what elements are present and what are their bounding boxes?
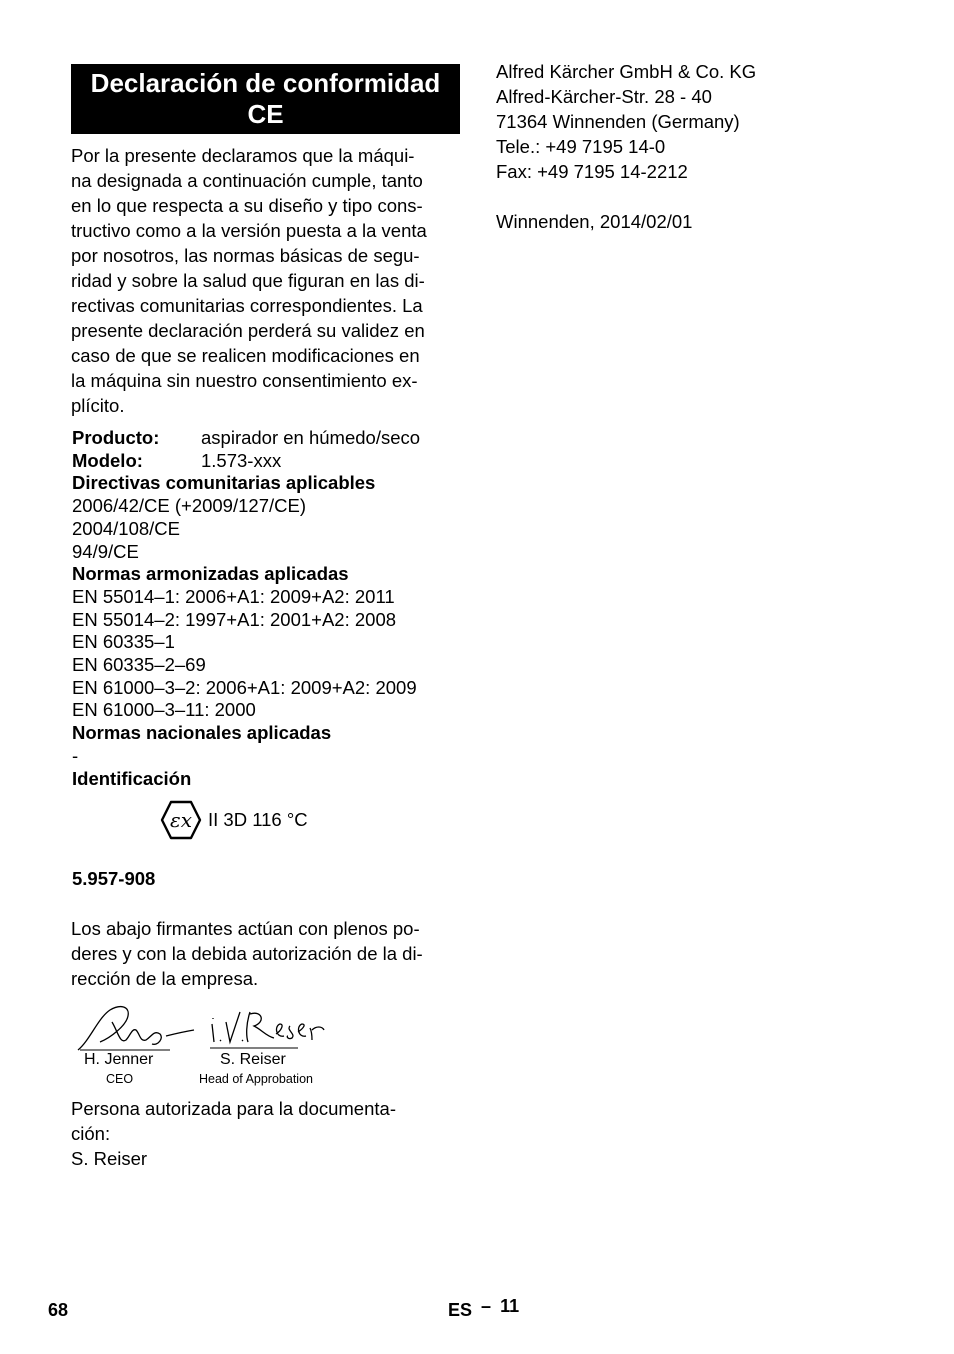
signer-name: H. Jenner (84, 1051, 154, 1068)
section-page-number: 11 (500, 1296, 520, 1316)
harmonized-item: EN 55014–2: 1997+A1: 2001+A2: 2008 (72, 608, 397, 630)
authorized-line: ción: (71, 1123, 111, 1144)
address-line: Alfred-Kärcher-Str. 28 - 40 (496, 86, 712, 107)
national-value: - (72, 744, 79, 766)
intro-line: na designada a continuación cumple, tanto (71, 170, 423, 191)
intro-line: rectivas comunitarias correspondientes. La (71, 295, 423, 316)
company-address (496, 59, 916, 184)
place-and-date: Winnenden, 2014/02/01 (496, 211, 693, 232)
footer-dash: – (481, 1296, 492, 1316)
intro-line: caso de que se realicen modificaciones en (71, 345, 420, 366)
language-code: ES (448, 1300, 473, 1320)
authorized-name: S. Reiser (71, 1148, 148, 1169)
model-row (72, 450, 472, 473)
authorized-line: Persona autorizada para la documenta- (71, 1098, 396, 1119)
intro-line: ridad y sobre la salud que figuran en las di- (71, 270, 425, 291)
intro-line: Por la presente declaramos que la máqui- (71, 145, 415, 166)
product-row (72, 427, 472, 450)
model-value: 1.573-xxx (201, 449, 282, 471)
product-label: Producto: (72, 427, 160, 448)
signers-statement (71, 916, 463, 991)
ex-identification (160, 800, 308, 840)
intro-line: por nosotros, las normas básicas de segu- (71, 245, 420, 266)
intro-line: plícito. (71, 395, 125, 416)
intro-line: tructivo como a la versión puesta a la venta (71, 220, 427, 241)
ex-marking: II 3D 116 °C (208, 809, 308, 830)
title-line-1: Declaración de conformidad (90, 68, 441, 98)
national-heading: Normas nacionales aplicadas (72, 722, 332, 744)
harmonized-item: EN 55014–1: 2006+A1: 2009+A2: 2011 (72, 585, 395, 607)
page-number: 68 (48, 1300, 69, 1320)
address-line: Alfred Kärcher GmbH & Co. KG (496, 61, 757, 82)
harmonized-heading: Normas armonizadas aplicadas (72, 563, 349, 585)
intro-paragraph (71, 143, 463, 418)
page-title (71, 64, 460, 134)
directive-item: 2004/108/CE (72, 517, 181, 539)
signer-role: Head of Approbation (199, 1072, 313, 1086)
address-line: Tele.: +49 7195 14-0 (496, 136, 666, 157)
model-label: Modelo: (72, 449, 143, 471)
identification-heading: Identificación (72, 767, 192, 789)
statement-line: Los abajo firmantes actúan con plenos po- (71, 918, 420, 939)
footer-section (448, 1296, 520, 1321)
product-value: aspirador en húmedo/seco (201, 427, 421, 448)
product-specification (72, 427, 472, 790)
directives-heading: Directivas comunitarias aplicables (72, 472, 376, 494)
part-number: 5.957-908 (72, 868, 156, 889)
directive-item: 2006/42/CE (+2009/127/CE) (72, 495, 306, 517)
directive-item: 94/9/CE (72, 540, 139, 562)
ex-hexagon-icon (160, 800, 202, 840)
harmonized-item: EN 60335–2–69 (72, 654, 206, 676)
signer-name: S. Reiser (220, 1051, 286, 1068)
title-line-2: CE (247, 99, 284, 129)
authorized-person (71, 1096, 463, 1171)
address-line: 71364 Winnenden (Germany) (496, 111, 740, 132)
address-line: Fax: +49 7195 14-2212 (496, 161, 688, 182)
harmonized-item: EN 60335–1 (72, 631, 175, 653)
statement-line: deres y con la debida autorización de la di- (71, 943, 423, 964)
harmonized-item: EN 61000–3–2: 2006+A1: 2009+A2: 2009 (72, 676, 417, 698)
svg-text:εx: εx (169, 808, 193, 832)
intro-line: la máquina sin nuestro consentimiento ex- (71, 370, 418, 391)
harmonized-item: EN 61000–3–11: 2000 (72, 699, 256, 721)
intro-line: en lo que respecta a su diseño y tipo cons- (71, 195, 423, 216)
signer-role: CEO (106, 1072, 134, 1086)
statement-line: rección de la empresa. (71, 968, 259, 989)
signature-block (70, 1000, 360, 1095)
intro-line: presente declaración perderá su validez en (71, 320, 425, 341)
